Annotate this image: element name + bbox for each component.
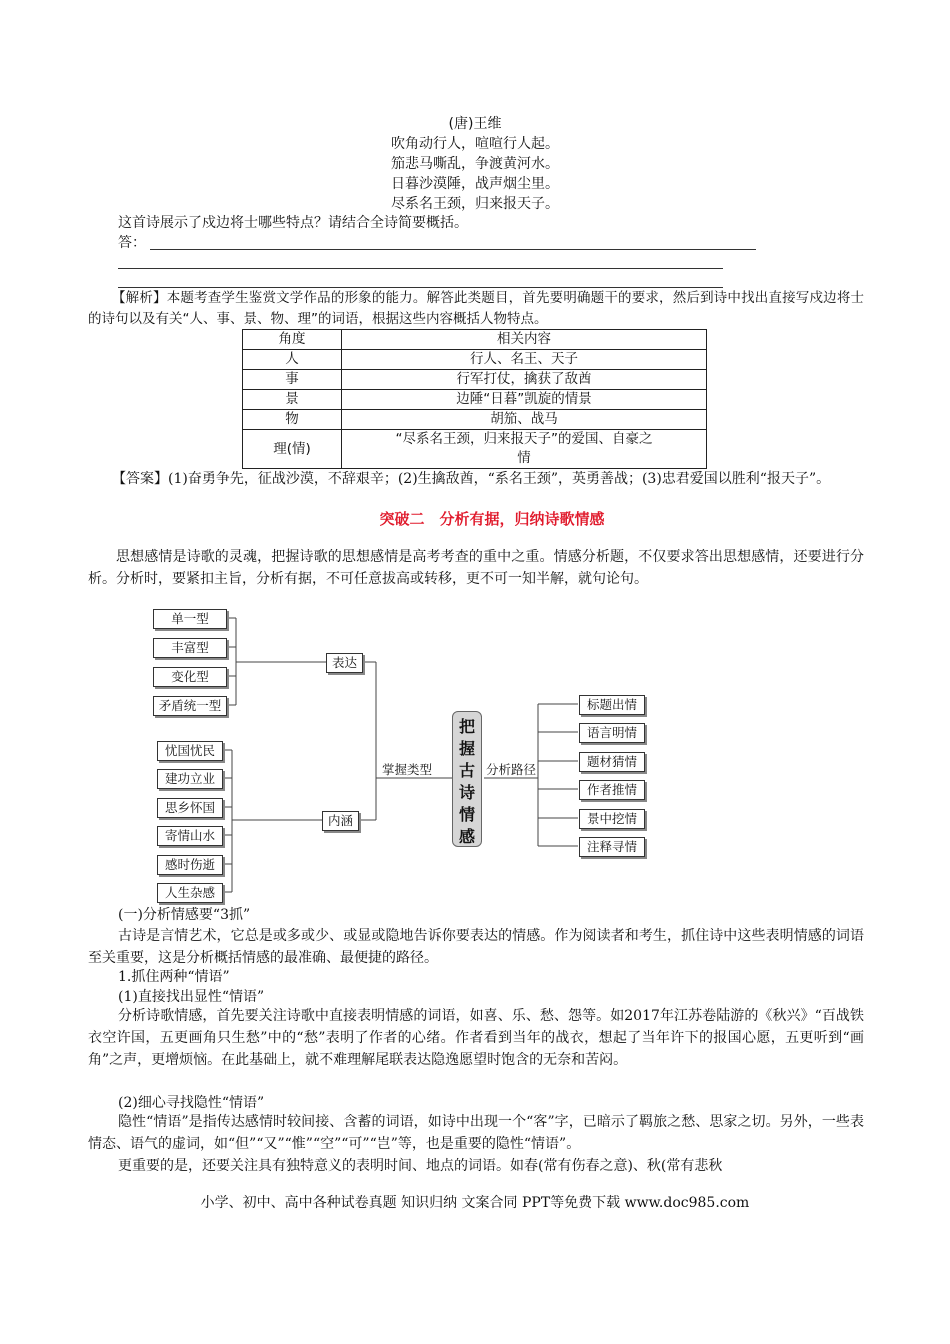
heading-two-qingyu: 1.抓住两种“情语” bbox=[118, 969, 230, 985]
answer-tag: 【答案】 bbox=[112, 471, 168, 487]
mindmap-content-node: 内涵 bbox=[322, 811, 359, 831]
poem-line: 尽系名王颈，归来报天子。 bbox=[391, 196, 559, 212]
mindmap-express-node: 表达 bbox=[326, 653, 363, 673]
table-header-cell: 角度 bbox=[243, 330, 342, 350]
mindmap-content-item: 思乡怀国 bbox=[157, 798, 223, 818]
table-cell: 景 bbox=[243, 390, 342, 410]
poem-line: 日暮沙漠陲，战声烟尘里。 bbox=[391, 176, 559, 192]
mindmap-express-item: 单一型 bbox=[153, 609, 227, 629]
table-cell: 边陲“日暮”凯旋的情景 bbox=[342, 390, 707, 410]
page-footer: 小学、初中、高中各种试卷真题 知识归纳 文案合同 PPT等免费下载 www.doc985.com bbox=[200, 1195, 750, 1211]
table-cell: 行人、名王、天子 bbox=[342, 350, 707, 370]
body-paragraph: 古诗是言情艺术，它总是或多或少、或显或隐地告诉你要表达的情感。作为阅读者和考生，抓住诗中这些表明情感的词语至关重要，这是分析概括情感的最准确、最便捷的路径。 bbox=[88, 928, 864, 966]
mindmap-right-label: 分析路径 bbox=[486, 762, 537, 777]
table-cell: 行军打仗，擒获了敌酋 bbox=[342, 370, 707, 390]
table-cell: 理(情) bbox=[243, 430, 342, 469]
mindmap-content-item: 忧国忧民 bbox=[157, 741, 223, 761]
intro-paragraph: 思想感情是诗歌的灵魂，把握诗歌的思想感情是高考考查的重中之重。情感分析题，不仅要求答出思想感情，还要进行分析。分析时，要紧扣主旨，分析有据，不可任意拔高或转移，更不可一知半解，就句论句。 bbox=[88, 549, 864, 587]
mindmap-express-item: 矛盾统一型 bbox=[153, 696, 227, 716]
mindmap-express-item: 变化型 bbox=[153, 667, 227, 687]
mindmap-path-item: 语言明情 bbox=[579, 723, 645, 743]
body-paragraph: 更重要的是，还要关注具有独特意义的表明时间、地点的词语。如春(常有伤春之意)、秋(常有悲秋 bbox=[118, 1158, 723, 1174]
poem-line: 笳悲马嘶乱，争渡黄河水。 bbox=[391, 156, 559, 172]
body-paragraph: 分析诗歌情感，首先要关注诗歌中直接表明情感的词语，如喜、乐、愁、怨等。如2017年江苏卷陆游的《秋兴》“百战铁衣空许国，五更画角只生愁”中的“愁”表明了作者的心绪。作者看到当年的战衣，想起了当年许下的报国心愿，五更听到“画角”之声，更增烦恼。在此基础上，就不难理解尾联表达隐逸愿望时饱含的无奈和苦闷。 bbox=[88, 1008, 864, 1068]
mindmap-path-item: 注释寻情 bbox=[579, 837, 645, 857]
table-cell: 胡笳、战马 bbox=[342, 410, 707, 430]
mindmap-content-item: 建功立业 bbox=[157, 769, 223, 789]
poem-line: 吹角动行人，喧喧行人起。 bbox=[391, 136, 559, 152]
mindmap-path-item: 景中挖情 bbox=[579, 809, 645, 829]
table-cell: 事 bbox=[243, 370, 342, 390]
answer-label: 答： bbox=[118, 235, 146, 251]
mindmap-left-label: 掌握类型 bbox=[382, 762, 433, 777]
question-text: 这首诗展示了戍边将士哪些特点？请结合全诗简要概括。 bbox=[118, 215, 468, 231]
mindmap-content-item: 寄情山水 bbox=[157, 826, 223, 846]
analysis-label: 【解析】 bbox=[112, 290, 167, 306]
heading-implicit: (2)细心寻找隐性“情语” bbox=[118, 1095, 265, 1111]
table-header-cell: 相关内容 bbox=[342, 330, 707, 350]
mindmap-content-item: 感时伤逝 bbox=[157, 855, 223, 875]
mindmap-center-node: 把握古诗情感 bbox=[452, 711, 482, 847]
table-cell: “尽系名王颈，归来报天子”的爱国、自豪之情 bbox=[342, 430, 707, 469]
mindmap-content-item: 人生杂感 bbox=[157, 883, 223, 903]
heading-explicit: (1)直接找出显性“情语” bbox=[118, 989, 265, 1005]
table-cell: 人 bbox=[243, 350, 342, 370]
mindmap-path-item: 题材猜情 bbox=[579, 752, 645, 772]
mindmap-path-item: 作者推情 bbox=[579, 780, 645, 800]
body-paragraph: 隐性“情语”是指传达感情时较间接、含蓄的词语，如诗中出现一个“客”字，已暗示了羁旅之愁、思家之切。另外，一些表情态、语气的虚词，如“但”“又”“惟”“空”“可”“岂”等，也是重要的隐性“情语”。 bbox=[88, 1114, 864, 1152]
poem-author: (唐)王维 bbox=[448, 116, 502, 132]
heading-3-grab: (一)分析情感要“3抓” bbox=[118, 907, 251, 923]
table-cell: 物 bbox=[243, 410, 342, 430]
mindmap-express-item: 丰富型 bbox=[153, 638, 227, 658]
section-title: 突破二 分析有据，归纳诗歌情感 bbox=[379, 510, 605, 528]
analysis-text: 本题考查学生鉴赏文学作品的形象的能力。解答此类题目，首先要明确题干的要求，然后到诗中找出直接写戍边将士的诗句以及有关“人、事、景、物、理”的词语，根据这些内容概括人物特点。 bbox=[88, 290, 865, 327]
mindmap-path-item: 标题出情 bbox=[579, 695, 645, 715]
answer-text: (1)奋勇争先，征战沙漠，不辞艰辛；(2)生擒敌酋，“系名王颈”，英勇善战；(3)忠君爱国以胜利“报天子”。 bbox=[168, 471, 831, 487]
